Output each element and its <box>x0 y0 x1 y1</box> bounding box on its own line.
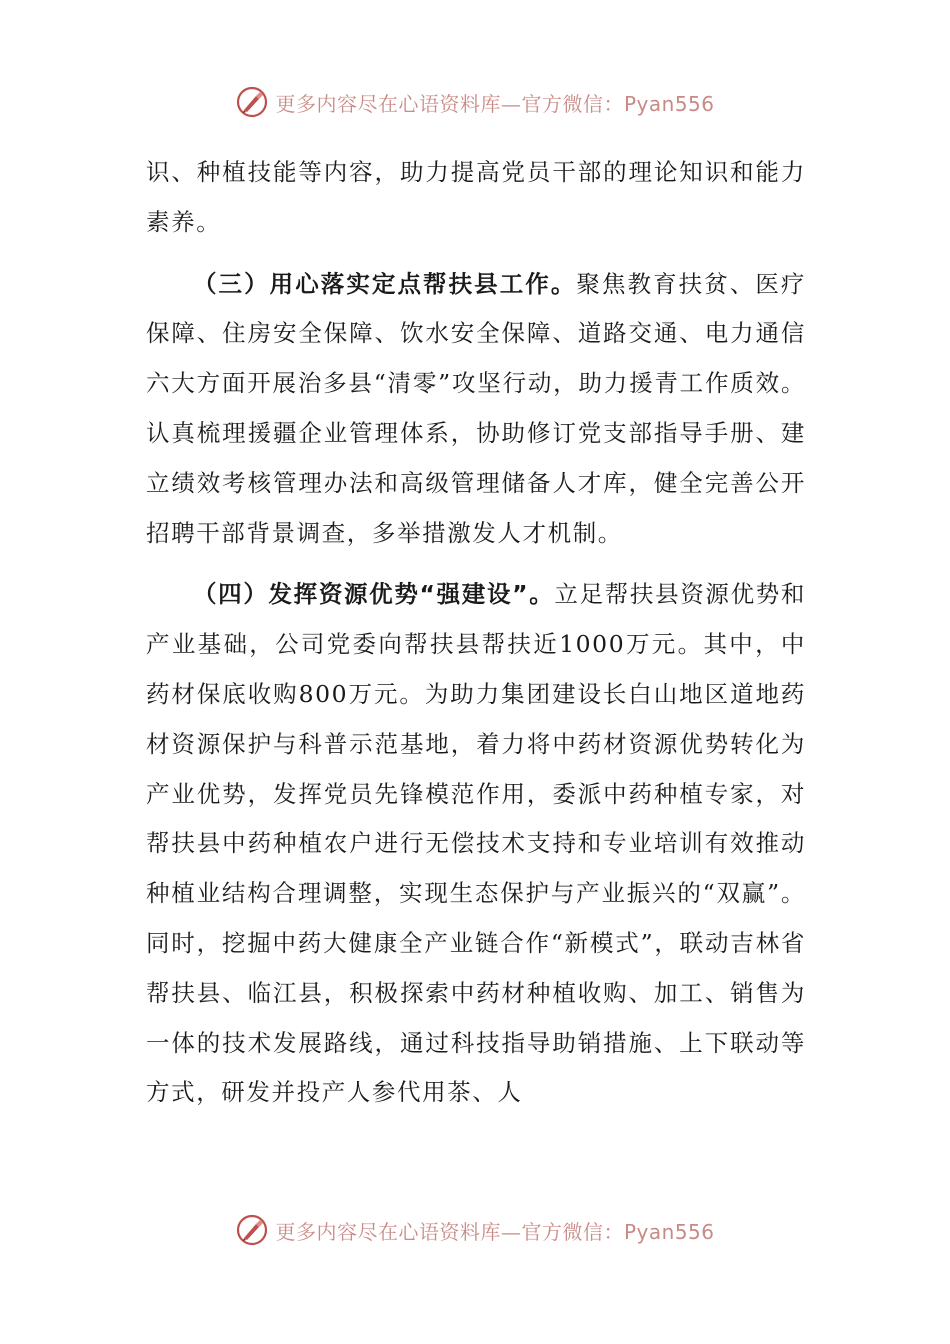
document-body <box>146 148 806 1118</box>
watermark-text: 更多内容尽在心语资料库—官方微信：Pyan556 <box>275 1219 715 1244</box>
paragraph-section-4 <box>146 570 806 1118</box>
watermark-handle: Pyan556 <box>623 1219 715 1244</box>
paragraph-body: 立足帮扶县资源优势和产业基础，公司党委向帮扶县帮扶近1000万元。其中，中药材保底收购800万元。为助力集团建设长白山地区道地药材资源保护与科普示范基地，着力将中药材资源优势转化为产业优势，发挥党员先锋模范作用，委派中药种植专家，对帮扶县中药种植农户进行无偿技术支持和专业培训有效推动种植业结构合理调整，实现生态保护与产业振兴的“双赢”。同时，挖掘中药大健康全产业链合作“新模式”，联动吉林省帮扶县、临江县，积极探索中药材种植收购、加工、销售为一体的技术发展路线，通过科技指导助销措施、上下联动等方式，研发并投产人参代用茶、人 <box>146 580 807 1107</box>
pen-logo-icon <box>235 85 269 119</box>
paragraph-section-3 <box>146 260 806 559</box>
paragraph-continuation <box>146 148 806 248</box>
header-watermark <box>0 82 950 122</box>
watermark-handle: Pyan556 <box>623 91 715 116</box>
watermark-text: 更多内容尽在心语资料库—官方微信：Pyan556 <box>275 91 715 116</box>
paragraph-body: 聚焦教育扶贫、医疗保障、住房安全保障、饮水安全保障、道路交通、电力通信六大方面开展治多县“清零”攻坚行动，助力援青工作质效。认真梳理援疆企业管理体系，协助修订党支部指导手册、建立绩效考核管理办法和高级管理储备人才库，健全完善公开招聘干部背景调查，多举措激发人才机制。 <box>146 269 807 547</box>
pen-logo-icon <box>235 1213 269 1247</box>
section-heading-3: （三）用心落实定点帮扶县工作。 <box>193 269 577 298</box>
footer-watermark <box>0 1210 950 1250</box>
section-heading-4: （四）发挥资源优势“强建设”。 <box>193 580 555 609</box>
paragraph-body: 识、种植技能等内容，助力提高党员干部的理论知识和能力素养。 <box>146 158 806 236</box>
